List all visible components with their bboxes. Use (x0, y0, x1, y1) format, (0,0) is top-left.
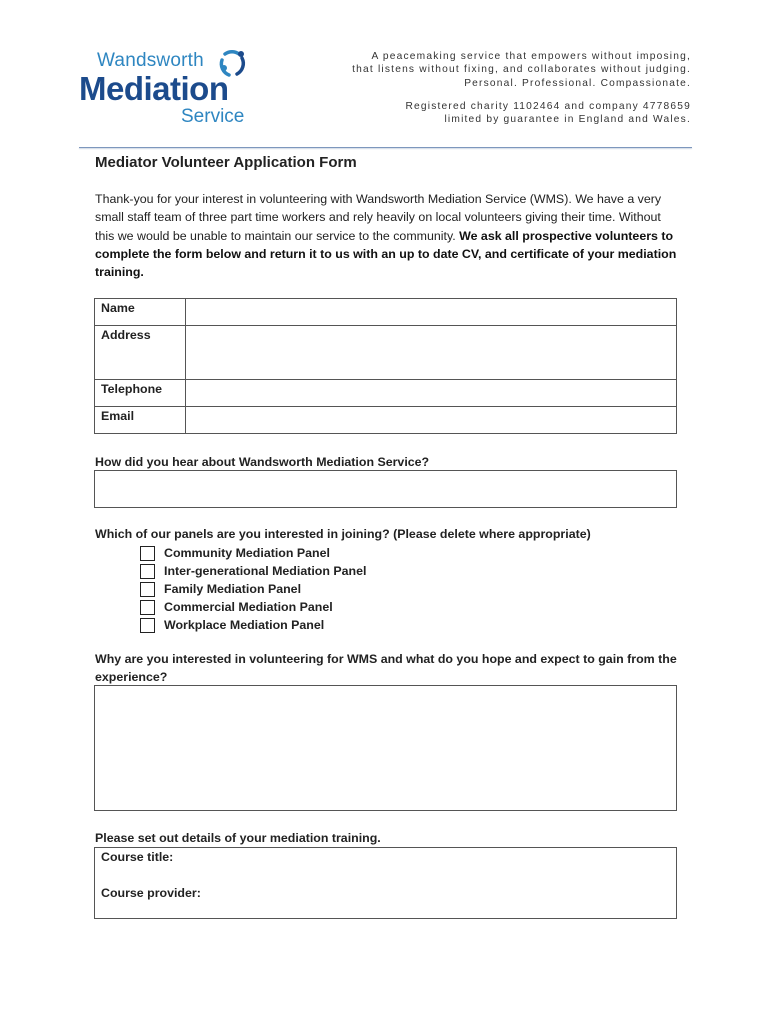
panel-option[interactable] (140, 562, 366, 580)
charity-line: limited by guarantee in England and Wales. (444, 114, 691, 126)
hear-answer-box[interactable] (94, 470, 677, 508)
name-label: Name (95, 299, 186, 326)
checkbox[interactable] (140, 582, 155, 597)
why-answer-box[interactable] (94, 685, 677, 811)
telephone-field[interactable] (186, 380, 677, 407)
course-title-label: Course title: (101, 850, 174, 864)
email-field[interactable] (186, 407, 677, 434)
panel-option-label: Commercial Mediation Panel (164, 600, 333, 614)
page-title: Mediator Volunteer Application Form (95, 154, 357, 171)
panel-option[interactable] (140, 544, 366, 562)
tagline (352, 50, 691, 90)
contact-details-table (94, 298, 677, 434)
table-row (95, 380, 677, 407)
intro-text: Thank-you for your interest in volunteering with Wandsworth Mediation Service (WMS). We have a very small staff team of three part time workers and rely heavily on local volunteers giving their time. Without this we would be unable to maintain our service to the community. (95, 192, 662, 243)
hear-question: How did you hear about Wandsworth Mediation Service? (95, 455, 430, 469)
tagline-line: Personal. Professional. Compassionate. (464, 77, 691, 89)
table-row (95, 407, 677, 434)
panel-option-label: Family Mediation Panel (164, 582, 302, 596)
checkbox[interactable] (140, 600, 155, 615)
checkbox[interactable] (140, 564, 155, 579)
panel-option[interactable] (140, 580, 366, 598)
intro-bold-text: We ask all prospective volunteers to complete the form below and return it to us with an up to date CV, and certificate of your mediation training. (95, 228, 677, 280)
header-divider (79, 147, 692, 148)
charity-line: Registered charity 1102464 and company 4778659 (405, 101, 691, 112)
panel-option[interactable] (140, 616, 366, 634)
panel-option-label: Inter-generational Mediation Panel (164, 564, 367, 578)
panel-checklist (140, 544, 366, 634)
table-row (95, 299, 677, 326)
telephone-label: Telephone (95, 380, 186, 407)
tagline-line: that listens without fixing, and collaborates without judging. (352, 64, 691, 76)
table-row (95, 326, 677, 380)
checkbox[interactable] (140, 546, 155, 561)
course-provider-label: Course provider: (101, 886, 201, 900)
address-label: Address (95, 326, 186, 380)
logo-text-wandsworth: Wandsworth (97, 50, 204, 71)
intro-paragraph (95, 190, 680, 281)
training-box[interactable] (94, 847, 677, 919)
wms-logo (79, 44, 259, 130)
name-field[interactable] (186, 299, 677, 326)
tagline-line: A peacemaking service that empowers without imposing, (371, 51, 691, 62)
panel-option-label: Workplace Mediation Panel (164, 618, 325, 632)
panel-option[interactable] (140, 598, 366, 616)
logo-text-service: Service (181, 106, 245, 127)
charity-info (405, 100, 691, 127)
logo-text-mediation: Mediation (79, 70, 229, 107)
email-label: Email (95, 407, 186, 434)
why-question: Why are you interested in volunteering for WMS and what do you hope and expect to gain from the experience? (95, 652, 677, 684)
checkbox[interactable] (140, 618, 155, 633)
training-question: Please set out details of your mediation training. (95, 831, 381, 845)
panels-question: Which of our panels are you interested in joining? (Please delete where appropriate) (95, 527, 591, 541)
address-field[interactable] (186, 326, 677, 380)
panel-option-label: Community Mediation Panel (164, 546, 330, 560)
